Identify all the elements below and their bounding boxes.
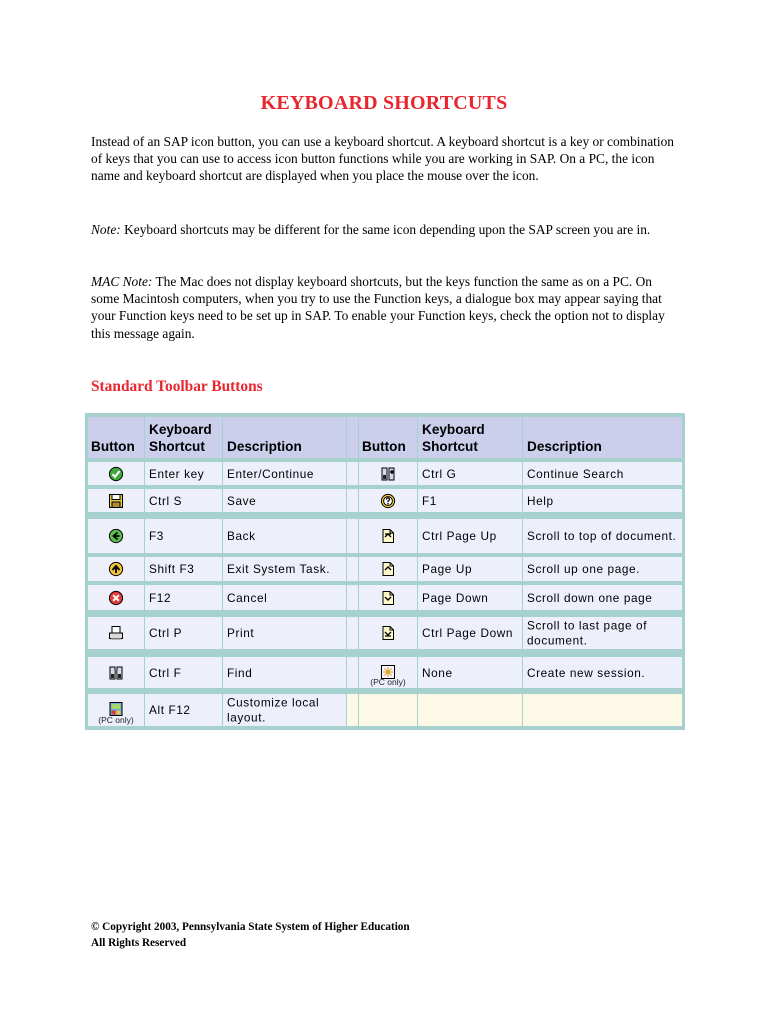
right-button-cell (359, 657, 417, 688)
empty-cell (359, 694, 417, 726)
header-keyboard-shortcut-label (422, 421, 485, 455)
right-description-cell (523, 462, 682, 485)
pc-only-note: (PC only) (370, 677, 406, 687)
shortcut-key: None (422, 665, 453, 680)
exit-up-arrow-icon[interactable] (108, 561, 124, 577)
right-shortcut-cell (418, 617, 522, 649)
left-description-cell (223, 694, 346, 726)
header-cell-right-button (359, 417, 417, 458)
shortcut-description: Back (227, 528, 256, 543)
left-description-cell (223, 519, 346, 553)
shortcut-key: Ctrl F (149, 665, 182, 680)
mac-note-text: The Mac does not display keyboard shortcuts, but the keys function the same as on a PC. On some Macintosh computers, when you try to use the Function keys, a dialogue box may appear saying that your Function keys need to be set up in SAP. To enable your Function keys, check the option not to display this message again. (91, 274, 665, 341)
shortcut-key: Ctrl P (149, 625, 183, 640)
header-cell-left-shortcut (145, 417, 222, 458)
find-binoculars-icon[interactable] (108, 665, 124, 681)
header-button-label: Button (362, 439, 406, 454)
header-cell-left-button (88, 417, 144, 458)
shortcut-key: Ctrl Page Up (422, 528, 497, 543)
header-shortcut-word: Shortcut (422, 439, 478, 454)
intro-paragraph: Instead of an SAP icon button, you can use a keyboard shortcut. A keyboard shortcut is a key or combination of keys that you can use to access icon button functions while you are working in SAP. On a PC, the icon name and keyboard shortcut are displayed when you place the mouse over the icon. (91, 134, 674, 184)
shortcut-description: Scroll up one page. (527, 561, 641, 576)
first-page-icon[interactable] (380, 528, 396, 544)
left-description-cell (223, 462, 346, 485)
left-shortcut-cell (145, 462, 222, 485)
shortcut-key: F1 (422, 493, 437, 508)
spacer-cell (347, 557, 358, 581)
left-button-cell (88, 557, 144, 581)
spacer-cell (347, 694, 358, 726)
left-description-cell (223, 489, 346, 512)
right-shortcut-cell (418, 519, 522, 553)
right-description-cell (523, 585, 682, 610)
left-description-cell (223, 657, 346, 688)
print-icon[interactable] (108, 625, 124, 641)
shortcut-key: Alt F12 (149, 702, 191, 717)
left-description-cell (223, 557, 346, 581)
mac-note-paragraph (91, 273, 681, 342)
shortcut-key: Page Up (422, 561, 473, 576)
right-description-cell (523, 617, 682, 649)
right-button-cell (359, 585, 417, 610)
shortcut-description: Enter/Continue (227, 466, 315, 481)
rights-line: All Rights Reserved (91, 936, 187, 949)
right-description-cell (523, 657, 682, 688)
left-button-cell (88, 489, 144, 512)
left-button-cell (88, 462, 144, 485)
right-description-cell (523, 557, 682, 581)
shortcut-description: Save (227, 493, 257, 508)
left-button-cell (88, 617, 144, 649)
right-description-cell (523, 489, 682, 512)
shortcut-key: Page Down (422, 590, 489, 605)
shortcut-description: Cancel (227, 590, 268, 605)
shortcut-key: Ctrl G (422, 466, 457, 481)
next-page-icon[interactable] (380, 590, 396, 606)
spacer-cell (347, 489, 358, 512)
right-button-cell (359, 557, 417, 581)
header-button-label: Button (91, 439, 135, 454)
enter-check-icon[interactable] (108, 466, 124, 482)
cancel-x-icon[interactable] (108, 590, 124, 606)
shortcut-table (85, 413, 685, 730)
header-cell-right-description (523, 417, 682, 458)
header-shortcut-word: Shortcut (149, 439, 205, 454)
back-arrow-icon[interactable] (108, 528, 124, 544)
left-shortcut-cell (145, 519, 222, 553)
shortcut-key: Enter key (149, 466, 205, 481)
header-description-label: Description (527, 439, 602, 454)
header-cell-left-description (223, 417, 346, 458)
left-shortcut-cell (145, 617, 222, 649)
shortcut-key: Ctrl Page Down (422, 625, 514, 640)
save-floppy-icon[interactable] (108, 493, 124, 509)
header-keyboard-word: Keyboard (149, 422, 212, 437)
left-shortcut-cell (145, 489, 222, 512)
right-button-cell (359, 489, 417, 512)
left-button-cell (88, 519, 144, 553)
shortcut-description: Customize local layout. (227, 695, 320, 724)
shortcut-key: Ctrl S (149, 493, 183, 508)
mac-note-label: MAC Note: (91, 274, 153, 289)
copyright-footer (91, 920, 410, 951)
shortcut-description: Find (227, 665, 253, 680)
header-description-label: Description (227, 439, 302, 454)
left-shortcut-cell (145, 694, 222, 726)
left-button-cell (88, 585, 144, 610)
right-shortcut-cell (418, 557, 522, 581)
left-shortcut-cell (145, 657, 222, 688)
note-text: Keyboard shortcuts may be different for the same icon depending upon the SAP screen you are in. (120, 222, 651, 237)
note-paragraph (91, 221, 681, 238)
section-title: Standard Toolbar Buttons (91, 378, 263, 395)
shortcut-description: Print (227, 625, 255, 640)
spacer-cell (347, 519, 358, 553)
empty-cell (418, 694, 522, 726)
shortcut-description: Continue Search (527, 466, 624, 481)
header-keyboard-word: Keyboard (422, 422, 485, 437)
right-button-cell (359, 462, 417, 485)
help-question-icon[interactable] (380, 493, 396, 509)
continue-search-icon[interactable] (380, 466, 396, 482)
header-cell-spacer (347, 417, 358, 458)
right-shortcut-cell (418, 462, 522, 485)
spacer-cell (347, 617, 358, 649)
right-shortcut-cell (418, 489, 522, 512)
spacer-cell (347, 657, 358, 688)
left-button-cell (88, 694, 144, 726)
left-description-cell (223, 617, 346, 649)
shortcut-key: F12 (149, 590, 172, 605)
spacer-cell (347, 585, 358, 610)
spacer-cell (347, 462, 358, 485)
right-shortcut-cell (418, 657, 522, 688)
shortcut-key: Shift F3 (149, 561, 195, 576)
shortcut-description: Scroll down one page (527, 590, 653, 605)
note-label: Note: (91, 222, 121, 237)
shortcut-description: Scroll to top of document. (527, 528, 677, 543)
empty-cell (523, 694, 682, 726)
right-button-cell (359, 617, 417, 649)
right-description-cell (523, 519, 682, 553)
header-cell-right-shortcut (418, 417, 522, 458)
last-page-icon[interactable] (380, 625, 396, 641)
left-shortcut-cell (145, 585, 222, 610)
shortcut-description: Scroll to last page of document. (527, 618, 648, 647)
header-keyboard-shortcut-label (149, 421, 212, 455)
shortcut-key: F3 (149, 528, 164, 543)
page-title: KEYBOARD SHORTCUTS (260, 92, 508, 114)
left-shortcut-cell (145, 557, 222, 581)
copyright-line: © Copyright 2003, Pennsylvania State System of Higher Education (91, 921, 410, 933)
left-button-cell (88, 657, 144, 688)
pc-only-note: (PC only) (98, 715, 134, 725)
left-description-cell (223, 585, 346, 610)
shortcut-description: Create new session. (527, 665, 646, 680)
previous-page-icon[interactable] (380, 561, 396, 577)
shortcut-description: Help (527, 493, 554, 508)
shortcut-description: Exit System Task. (227, 561, 331, 576)
right-button-cell (359, 519, 417, 553)
right-shortcut-cell (418, 585, 522, 610)
